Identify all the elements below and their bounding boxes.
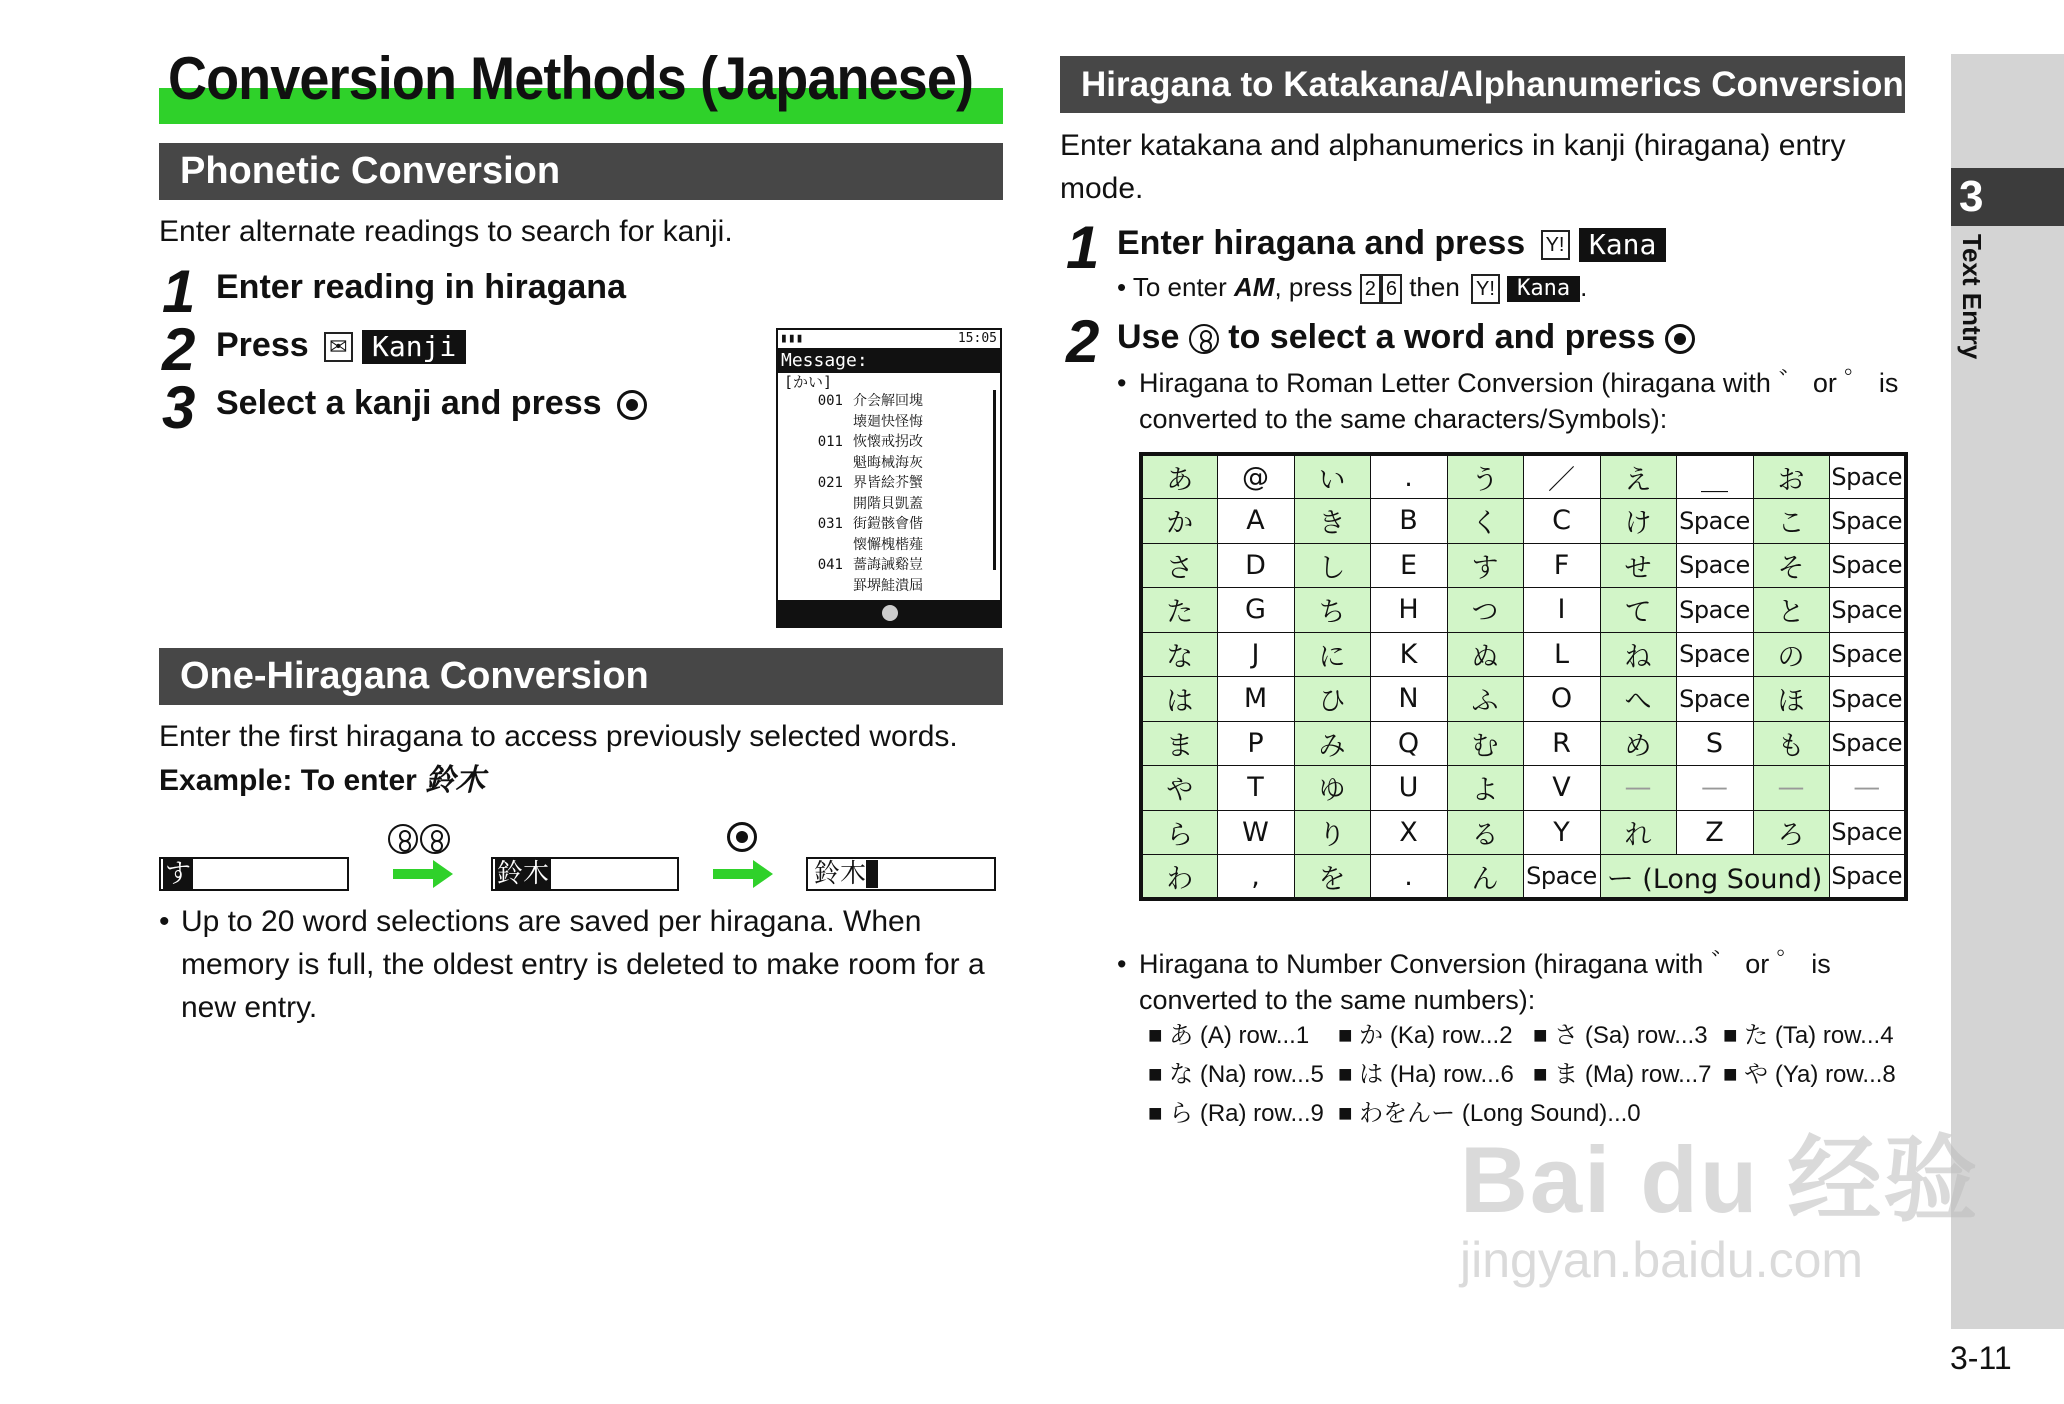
step-text: Enter reading in hiragana [216, 268, 626, 306]
number-note: • Hiragana to Number Conversion (hiragana with ゛ or ゜ is converted to the same numbers): [1117, 949, 1831, 1015]
up-down-key-icon [1189, 324, 1219, 354]
center-key-icon [1665, 324, 1695, 354]
baidu-watermark: Bai du 经验 jingyan.baidu.com [1460, 1127, 1980, 1288]
step-number: 3 [162, 374, 196, 441]
step-number: 1 [1066, 214, 1100, 281]
signal-icon: ▮▮▮ [780, 331, 804, 346]
center-key-icon [617, 390, 647, 420]
row-number-list [1148, 1018, 1908, 1135]
step-text: Select a kanji and press [216, 384, 602, 422]
key-6: 6 [1381, 274, 1402, 304]
kanji-list [778, 391, 1000, 596]
time: 15:05 [957, 331, 997, 346]
list-item[interactable]: 魁晦械海灰 [853, 454, 923, 471]
table-row: か A き B く C け Space こ Space [1141, 499, 1906, 544]
list-item: ■ あ (A) row...1 [1148, 1022, 1310, 1049]
step-number: 2 [1066, 308, 1100, 375]
arrow-icon [393, 869, 435, 879]
chapter-label-wrap [1956, 234, 1996, 434]
step-row [216, 384, 647, 423]
list-item[interactable]: 壊廻快怪悔 [853, 413, 923, 430]
center-key-icon [882, 605, 898, 621]
yahoo-key-icon: Y! [1541, 230, 1570, 260]
list-item[interactable]: 011 恢懐戒拐改 [817, 434, 923, 450]
table-row: ま P み Q む R め S も Space [1141, 721, 1906, 766]
kana-softkey: Kana [1507, 276, 1580, 302]
phone-screen [776, 328, 1002, 628]
list-item: ■ ま (Ma) row...7 [1533, 1061, 1712, 1088]
text-cursor [866, 860, 878, 888]
table-row: わ , を . ん Space ー (Long Sound) Space [1141, 855, 1906, 900]
step-number: 1 [162, 258, 196, 325]
table-row: な J に K ぬ L ね Space の Space [1141, 632, 1906, 677]
step-text: Enter hiragana and press [1117, 224, 1526, 262]
example-box-start: す [159, 857, 349, 891]
example-box-candidate: 鈴木 [491, 857, 679, 891]
one-hiragana-header: One-Hiragana Conversion [159, 648, 1003, 705]
step-text: Press [216, 326, 309, 364]
scrollbar[interactable] [993, 390, 996, 570]
kana-softkey: Kana [1579, 228, 1666, 262]
softkey-bar [778, 600, 1000, 626]
list-item: ■ か (Ka) row...2 [1338, 1022, 1513, 1049]
list-item: ■ ら (Ra) row...9 [1148, 1100, 1324, 1127]
table-row: ら W り X る Y れ Z ろ Space [1141, 810, 1906, 855]
example-line [159, 759, 485, 802]
key-2: 2 [1360, 274, 1381, 304]
chapter-label: Text Entry [1957, 234, 1987, 360]
one-hiragana-intro: Enter the first hiragana to access previously selected words. [159, 720, 958, 753]
list-item: ■ は (Ha) row...6 [1338, 1061, 1514, 1088]
memory-note: • Up to 20 word selections are saved per hiragana. When memory is full, the oldest entry is deleted to make room for a new entry. [159, 905, 985, 1024]
page-title: Conversion Methods (Japanese) [168, 45, 974, 112]
status-bar [778, 330, 1000, 349]
example-word: 鈴木 [425, 764, 486, 797]
mail-key-icon: ✉ [324, 332, 352, 362]
katakana-conversion-header: Hiragana to Katakana/Alphanumerics Conversion [1060, 56, 1905, 113]
phonetic-conversion-header: Phonetic Conversion [159, 143, 1003, 200]
kanji-softkey: Kanji [362, 330, 466, 364]
katakana-intro: Enter katakana and alphanumerics in kanji (hiragana) entry mode. [1060, 129, 1846, 205]
center-key-icon [727, 822, 757, 852]
chapter-number: 3 [1951, 168, 2064, 226]
list-item: ■ な (Na) row...5 [1148, 1061, 1324, 1088]
up-down-key-icon [388, 822, 450, 854]
list-item[interactable]: 開階貝凱蓋 [853, 495, 923, 512]
table-row: あ @ い . う ／ え ＿ お Space [1141, 454, 1906, 499]
example-box-result: 鈴木 [806, 857, 996, 891]
message-header: Message: [778, 349, 1000, 373]
table-row: た G ち H つ I て Space と Space [1141, 588, 1906, 633]
yahoo-key-icon: Y! [1471, 274, 1500, 304]
list-item[interactable]: 懐懈槐楷薤 [853, 536, 923, 553]
list-item[interactable]: 021 界皆絵芥蟹 [817, 475, 923, 491]
step-row: Use to select a word and press [1117, 318, 1695, 357]
list-item: ■ さ (Sa) row...3 [1533, 1022, 1708, 1049]
step1-note: • To enter AM, press 2 6 then Y! Kana . [1117, 272, 1587, 304]
list-item[interactable]: 041 薔誨誡谿豈 [817, 557, 923, 573]
reading: [かい] [784, 373, 833, 391]
conversion-table [1139, 452, 1908, 901]
table-row: さ D し E す F せ Space そ Space [1141, 543, 1906, 588]
roman-note: • Hiragana to Roman Letter Conversion (hiragana with ゛ or ゜ is converted to the same characters/Symbols): [1117, 368, 1899, 434]
step-row [216, 326, 466, 365]
page-number: 3-11 [1950, 1340, 2012, 1376]
table-row: は M ひ N ふ O へ Space ほ Space [1141, 677, 1906, 722]
step-row [1117, 224, 1666, 263]
arrow-icon [713, 869, 755, 879]
list-item: ■ や (Ya) row...8 [1723, 1061, 1896, 1088]
list-item[interactable]: 罫堺鮭潰屆 [853, 577, 923, 594]
phonetic-intro: Enter alternate readings to search for kanji. [159, 215, 733, 248]
list-item: ■ た (Ta) row...4 [1723, 1022, 1894, 1049]
list-item[interactable]: 031 街鎧骸會偕 [817, 516, 923, 532]
example-label: Example: To enter [159, 764, 426, 797]
table-row: や T ゆ U よ V — — — — [1141, 766, 1906, 811]
list-item: ■ わをんー (Long Sound)...0 [1338, 1100, 1641, 1127]
step-number: 2 [162, 316, 196, 383]
list-item[interactable]: 001 介会解回塊 [817, 393, 923, 409]
